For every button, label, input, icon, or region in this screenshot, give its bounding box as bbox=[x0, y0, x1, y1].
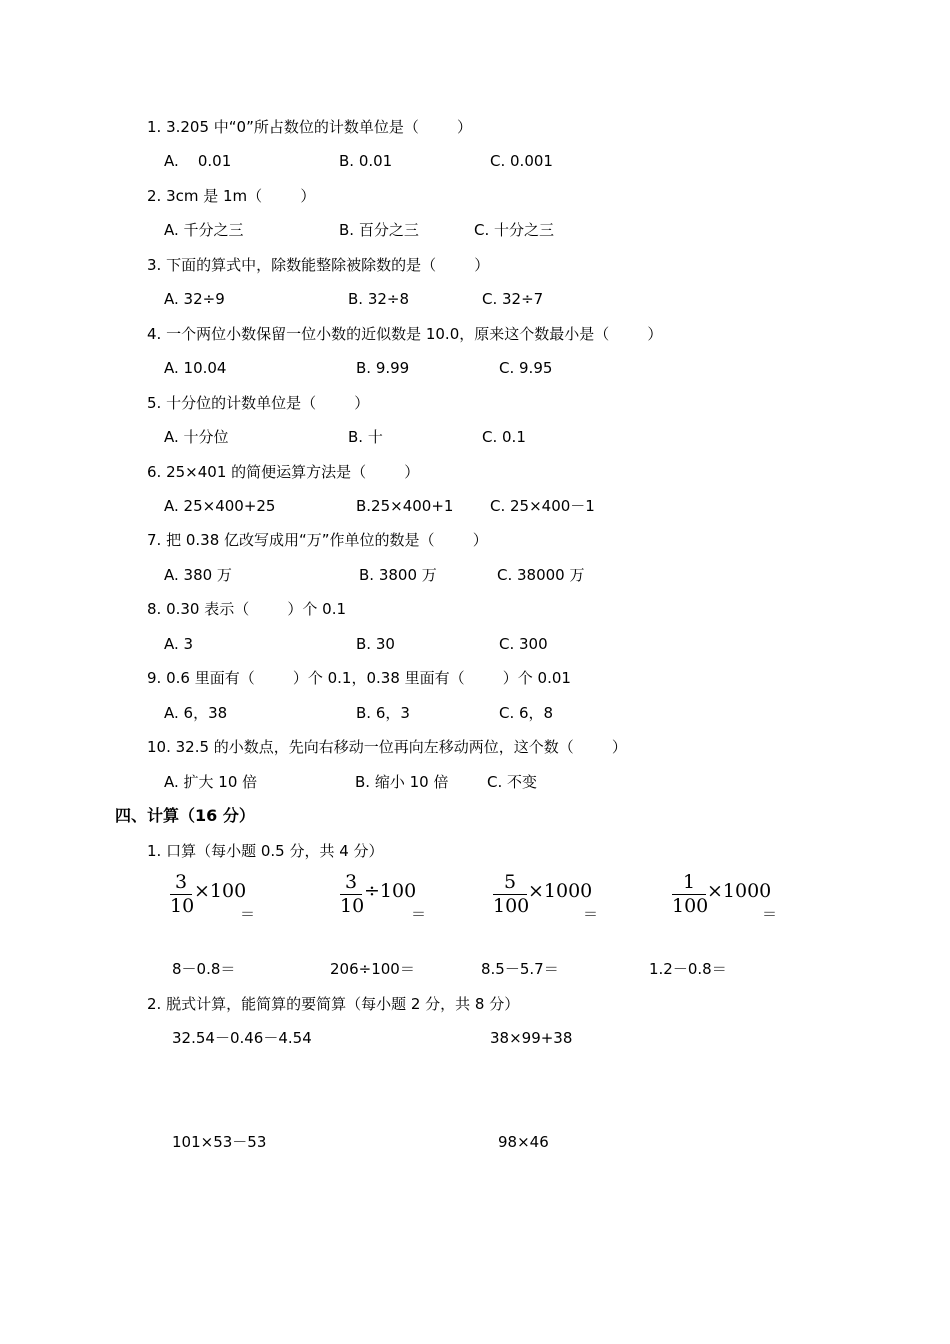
denominator: 100 bbox=[493, 895, 530, 917]
operation: ×1000 bbox=[528, 880, 593, 902]
operation: ÷100 bbox=[364, 880, 417, 902]
option-c: C. 十分之三 bbox=[474, 221, 555, 239]
written-item: 98×46 bbox=[498, 1133, 549, 1151]
operation: ×100 bbox=[194, 880, 247, 902]
question-text: 10. 32.5 的小数点，先向右移动一位再向左移动两位，这个数（ ） bbox=[147, 738, 627, 756]
option-c: C. 300 bbox=[499, 635, 548, 653]
question-text: 6. 25×401 的简便运算方法是（ ） bbox=[147, 463, 420, 481]
question-text: 3. 下面的算式中，除数能整除被除数的是（ ） bbox=[147, 256, 490, 274]
option-a: A. 十分位 bbox=[164, 428, 229, 446]
option-b: B. 9.99 bbox=[356, 359, 410, 377]
equals-sign: ＝ bbox=[240, 905, 256, 923]
option-c: C. 6，8 bbox=[499, 704, 554, 722]
option-c: C. 0.1 bbox=[482, 428, 526, 446]
option-b: B. 3800 万 bbox=[359, 566, 437, 584]
equals-sign: ＝ bbox=[583, 905, 599, 923]
option-a: A. 32÷9 bbox=[164, 290, 225, 308]
option-c: C. 38000 万 bbox=[497, 566, 585, 584]
question-text: 1. 3.205 中“0”所占数位的计数单位是（ ） bbox=[147, 118, 473, 136]
written-heading: 2. 脱式计算，能简算的要简算（每小题 2 分，共 8 分） bbox=[147, 995, 520, 1013]
oral-item: 1.2－0.8＝ bbox=[649, 960, 727, 978]
written-item: 32.54－0.46－4.54 bbox=[172, 1029, 312, 1047]
option-a: A. 6，38 bbox=[164, 704, 228, 722]
equals-sign: ＝ bbox=[762, 905, 778, 923]
numerator: 1 bbox=[682, 871, 696, 893]
option-b: B.25×400+1 bbox=[356, 497, 454, 515]
numerator: 3 bbox=[344, 871, 358, 893]
section-title: 四、计算（16 分） bbox=[115, 806, 255, 825]
option-c: C. 9.95 bbox=[499, 359, 553, 377]
option-b: B. 缩小 10 倍 bbox=[355, 773, 449, 791]
question-text: 9. 0.6 里面有（ ）个 0.1，0.38 里面有（ ）个 0.01 bbox=[147, 669, 571, 687]
denominator: 10 bbox=[340, 895, 365, 917]
option-a: A. 3 bbox=[164, 635, 194, 653]
denominator: 100 bbox=[672, 895, 709, 917]
numerator: 3 bbox=[174, 871, 188, 893]
question-text: 8. 0.30 表示（ ）个 0.1 bbox=[147, 600, 347, 618]
question-text: 5. 十分位的计数单位是（ ） bbox=[147, 394, 370, 412]
option-c: C. 32÷7 bbox=[482, 290, 544, 308]
written-item: 38×99+38 bbox=[490, 1029, 573, 1047]
option-c: C. 不变 bbox=[487, 773, 538, 791]
oral-item: 8－0.8＝ bbox=[172, 960, 236, 978]
option-a: A. 25×400+25 bbox=[164, 497, 276, 515]
option-a: A. 扩大 10 倍 bbox=[164, 773, 258, 791]
fraction bbox=[672, 871, 709, 918]
denominator: 10 bbox=[170, 895, 195, 917]
fraction bbox=[493, 871, 530, 918]
option-b: B. 百分之三 bbox=[339, 221, 419, 239]
oral-item: 8.5－5.7＝ bbox=[481, 960, 559, 978]
numerator: 5 bbox=[503, 871, 517, 893]
fraction bbox=[170, 871, 195, 918]
option-b: B. 6，3 bbox=[356, 704, 410, 722]
option-a: A. 千分之三 bbox=[164, 221, 244, 239]
written-item: 101×53－53 bbox=[172, 1133, 267, 1151]
oral-heading: 1. 口算（每小题 0.5 分，共 4 分） bbox=[147, 842, 384, 860]
question-text: 7. 把 0.38 亿改写成用“万”作单位的数是（ ） bbox=[147, 531, 488, 549]
option-b: B. 32÷8 bbox=[348, 290, 410, 308]
oral-item: 206÷100＝ bbox=[330, 960, 415, 978]
option-c: C. 25×400－1 bbox=[490, 497, 595, 515]
fraction bbox=[340, 871, 365, 918]
option-a: A. 380 万 bbox=[164, 566, 232, 584]
option-c: C. 0.001 bbox=[490, 152, 553, 170]
option-a: A. 10.04 bbox=[164, 359, 227, 377]
option-b: B. 十 bbox=[348, 428, 383, 446]
option-a: A. 0.01 bbox=[164, 152, 232, 170]
operation: ×1000 bbox=[707, 880, 772, 902]
equals-sign: ＝ bbox=[411, 905, 427, 923]
option-b: B. 30 bbox=[356, 635, 395, 653]
question-text: 2. 3cm 是 1m（ ） bbox=[147, 187, 316, 205]
question-text: 4. 一个两位小数保留一位小数的近似数是 10.0，原来这个数最小是（ ） bbox=[147, 325, 663, 343]
option-b: B. 0.01 bbox=[339, 152, 393, 170]
